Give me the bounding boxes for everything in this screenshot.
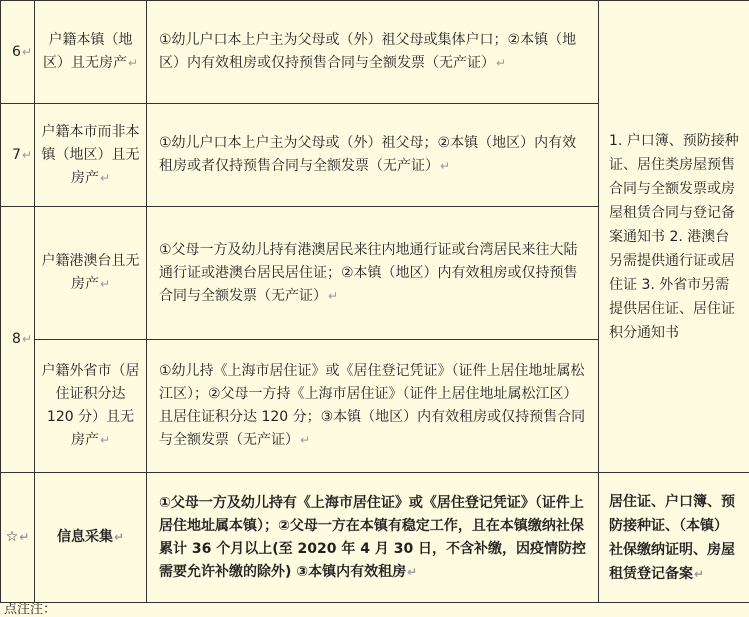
materials-cell: 居住证、户口簿、预防接种证、（本镇）社保缴纳证明、房屋租赁登记备案↵ [599, 473, 749, 603]
star-marker: ☆↵ [1, 473, 35, 603]
row-number: 6↵ [1, 1, 35, 104]
table-row [1, 1, 749, 104]
category-cell: 户籍本市而非本镇（地区）且无房产↵ [35, 104, 147, 207]
condition-cell: ①幼儿持《上海市居住证》或《居住登记凭证》（证件上居住地址属松江区）；②父母一方持《上海市居住证》（证件上居住地址属松江区）且居住证积分达 120 分；③本镇（地区）内有效租房或仅持预售合同与全额发票（无产证）↵ [147, 340, 599, 473]
materials-cell: 1. 户口簿、预防接种证、居住类房屋预售合同与全额发票或房屋租赁合同与登记备案通知书 2. 港澳台另需提供通行证或居住证 3. 外省市另需提供居住证、居住证积分通知书 [599, 1, 749, 473]
table-row [1, 473, 749, 603]
condition-cell: ①父母一方及幼儿持有《上海市居住证》或《居住登记凭证》（证件上居住地址属本镇）；②父母一方在本镇有稳定工作，且在本镇缴纳社保累计 36 个月以上(至 2020 年 4 月 30 日，不含补缴，因疫情防控需要允许补缴的除外) ③本镇内有效租房↵ [147, 473, 599, 603]
category-cell: 信息采集↵ [35, 473, 147, 603]
row-number: 7↵ [1, 104, 35, 207]
category-cell: 户籍外省市（居住证积分达 120 分）且无房产↵ [35, 340, 147, 473]
footer-note-fragment: 点注注： [4, 603, 56, 617]
category-cell: 户籍港澳台且无房产↵ [35, 207, 147, 340]
category-cell: 户籍本镇（地区）且无房产↵ [35, 1, 147, 104]
condition-cell: ①父母一方及幼儿持有港澳居民来往内地通行证或台湾居民来往大陆通行证或港澳台居民居住证；②本镇（地区）内有效租房或仅持预售合同与全额发票（无产证）↵ [147, 207, 599, 340]
row-number: 8↵ [1, 207, 35, 473]
condition-cell: ①幼儿户口本上户主为父母或（外）祖父母或集体户口；②本镇（地区）内有效租房或仅持预售合同与全额发票（无产证）↵ [147, 1, 599, 104]
condition-cell: ①幼儿户口本上户主为父母或（外）祖父母；②本镇（地区）内有效租房或者仅持预售合同与全额发票（无产证）↵ [147, 104, 599, 207]
